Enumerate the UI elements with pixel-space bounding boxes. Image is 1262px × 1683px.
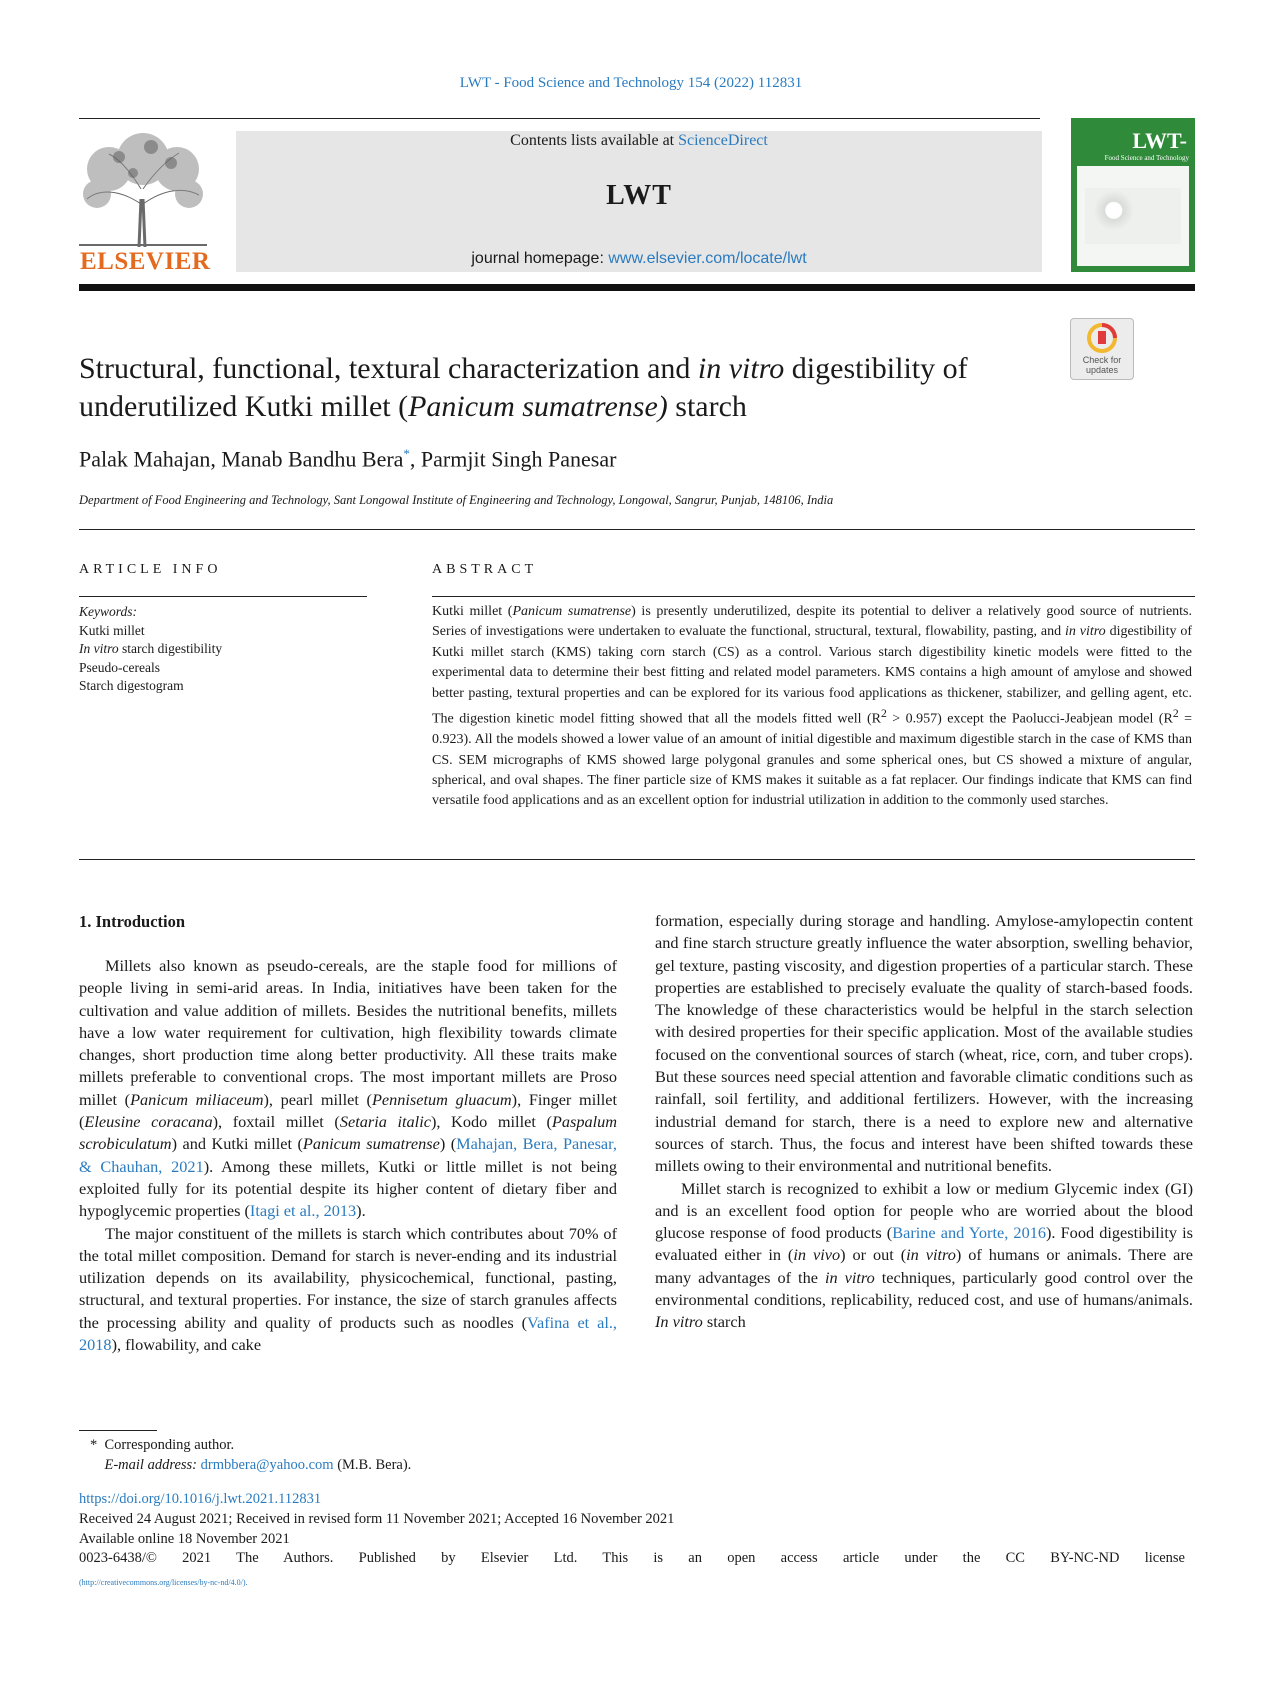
italic: Pennisetum gluacum [371,1089,512,1109]
text: ), pearl millet ( [263,1089,372,1109]
keyword-italic: In vitro [79,641,119,656]
right-column [655,910,1193,1334]
citation-link[interactable]: Itagi et al., 2013 [249,1201,357,1221]
cover-image [1085,188,1181,244]
paragraph [79,1223,617,1357]
check-for-updates-button[interactable] [1070,318,1134,380]
left-column [79,955,617,1356]
text: formation, especially during storage and handling. Amylose-amylopectin content and fine starch structure greatly influence the water absorption, swelling behavior, gel texture, pasting viscosity, and digestion properties of a particular starch. These properties are established to precisely evaluate the quality of starch-based foods. The knowledge of these characteristics would be helpful in the starch selection with desired properties for their specific application. Most of the available studies focused on the conventional sources of starch (wheat, rice, corn, and tuber crops). But these sources need special attention and favorable climatic conditions such as rainfall, soil fertility, and additional fertilizers. However, with the increasing industrial demand for starch, there is a need to explore new and alternative sources of starch. Thus, the focus and interest have been shifted towards these millets owing to their environmental and nutritional benefits. [655,911,1193,1176]
abstract-heading: ABSTRACT [432,562,538,577]
citation-link[interactable]: Barine and Yorte, 2016 [892,1223,1046,1243]
title-italic: in vitro [697,352,785,385]
text: ). [356,1201,366,1221]
check-for-updates-label: Check for updates [1082,355,1122,375]
contents-prefix: Contents lists available at [510,132,679,149]
author-name[interactable]: Parmjit Singh Panesar [420,446,617,472]
affiliation: Department of Food Engineering and Technology, Sant Longowal Institute of Engineering and Technology, Longowal, Sangrur, Punjab, 148106, India [79,493,834,507]
article-info-heading: ARTICLE INFO [79,562,222,577]
title-italic: Panicum sumatrense) [408,390,668,423]
journal-citation[interactable]: LWT - Food Science and Technology 154 (2022) 112831 [459,75,803,91]
italic: Paspalum scrobiculatum [79,1112,618,1154]
abstract-italic: in vitro [1065,624,1106,640]
abstract-part: digestibility of Kutki millet starch (KMS) taking corn starch (CS) as a control. Various starch digestibility kinetic models were fitted to the experimental data to determine their best fitting and related model parameters. KMS contains a high amount of amylose and showed better pasting, textural properties and can be explored for its various food applications as thickener, stabilizer, and gelling agent, etc. The digestion kinetic model fitting showed that all the models fitted well (R [432,624,1192,727]
citation-link[interactable]: Mahajan, Bera, Panesar, & Chauhan, 2021 [79,1134,617,1176]
rule [79,859,1195,860]
text: ), flowability, and cake [111,1335,262,1355]
article-title [79,350,1039,426]
keywords-block [79,603,222,696]
paragraph [79,955,617,1223]
text: starch [702,1312,746,1332]
copyright-line: 0023-6438/© 2021 The Authors. Published by Elsevier Ltd. This is an open access article under the CC BY-NC-ND license [79,1550,1185,1566]
cover-subtitle: Food Science and Technology [1104,154,1189,162]
keyword: Pseudo-cereals [79,659,160,675]
abstract-text [432,602,1192,812]
superscript: 2 [1172,707,1179,721]
text: ). Food digestibility is evaluated either in ( [655,1223,1193,1265]
text: ), Finger millet ( [79,1089,618,1132]
text: The major constituent of the millets is starch which contributes about 70% of the total millet composition. Demand for starch is never-ending and its industrial utilization depends on its availability, physicochemical, functional, pasting, structural, and textural properties. For instance, the size of starch granules affects the processing ability and quality of products such as noodles ( [79,1223,617,1332]
email-owner: (M.B. Bera). [333,1456,412,1473]
contents-line [236,132,1042,150]
italic: in vitro [824,1267,875,1287]
email-link[interactable]: drmbbera@yahoo.com [200,1456,334,1473]
text: ) ( [439,1134,457,1154]
text: ) of humans or animals. There are many advantages of the [655,1245,1194,1287]
abstract-italic: Panicum sumatrense [512,604,632,619]
keyword: Kutki millet [79,622,145,638]
footnote-mark: * [90,1437,98,1453]
keywords-label: Keywords: [79,604,137,619]
journal-cover[interactable] [1071,118,1195,272]
corresponding-mark[interactable]: * [403,446,410,461]
title-part: starch [667,390,747,423]
sciencedirect-link[interactable]: ScienceDirect [678,132,768,149]
doi-link[interactable]: https://doi.org/10.1016/j.lwt.2021.112831 [79,1491,322,1507]
text: ), Kodo millet ( [430,1112,552,1132]
elsevier-wordmark[interactable]: ELSEVIER [80,248,211,275]
keyword: Starch digestogram [79,678,184,693]
header-thick-rule [79,284,1195,291]
text: Millet starch is recognized to exhibit a low or medium Glycemic index (GI) and is an excellent food option for people who are worried about the blood glucose response of food products ( [655,1178,1193,1243]
author-name[interactable]: Palak Mahajan [79,446,211,472]
cover-title: LWT- [1132,128,1187,153]
paragraph [655,1178,1193,1334]
received-dates: Received 24 August 2021; Received in revised form 11 November 2021; Accepted 16 November 2021 [79,1511,675,1527]
email-label: E-mail address: [104,1456,197,1473]
author-list: Palak Mahajan, Manab Bandhu Bera*, Parmjit Singh Panesar [79,446,617,472]
cover-body [1077,166,1189,266]
abstract-part: = 0.923). All the models showed a lower value of an amount of initial digestible and maximum digestible starch in the case of KMS than CS. SEM micrographs of KMS showed large polygonal granules and some spherical ones, but CS showed a mixture of angular, spherical, and oval shapes. The finer particle size of KMS makes it suitable as a fat replacer. Our findings indicate that KMS can find versatile food applications and as an excellent option for industrial utilization in addition to the commonly used starches. [432,711,1193,809]
rule [79,529,1195,530]
title-part: Structural, functional, textural characterization and [79,352,698,385]
italic: in vitro [906,1245,956,1265]
author-name[interactable]: Manab Bandhu Bera [221,446,404,472]
rule [432,596,1195,597]
introduction-heading: 1. Introduction [79,912,186,931]
abstract-part: Kutki millet ( [432,604,513,619]
homepage-line [236,250,1042,268]
italic: in vivo [793,1245,841,1265]
title-part: digestibility of [784,352,968,385]
text: Millets also known as pseudo-cereals, are the staple food for millions of people living in semi-arid areas. In India, initiatives have been taken for the cultivation and value addition of millets. Besides the nutritional benefits, millets have a low water requirement for cultivation, high flexibility towards climate changes, short production time along better productivity. All these traits make millets preferable to conventional crops. The most important millets are Proso millet ( [79,956,617,1109]
italic: Setaria italic [339,1112,431,1132]
italic: Panicum miliaceum [130,1089,264,1109]
italic: Panicum sumatrense [302,1134,440,1154]
italic: In vitro [655,1312,703,1332]
title-part: underutilized Kutki millet ( [79,390,409,423]
abstract-part: ) is presently underutilized, despite its potential to deliver a relatively good source of nutrients. Series of investigations were undertaken to evaluate the functional, structural, textural, flowability, pasting, and [432,604,1193,640]
homepage-prefix: journal homepage: [471,250,609,267]
journal-title: LWT [606,180,672,211]
text: ). Among these millets, Kutki or little millet is not being exploited fully for its potential despite its higher content of dietary fiber and hypoglycemic properties ( [79,1156,618,1221]
homepage-link[interactable]: www.elsevier.com/locate/lwt [608,250,807,267]
citation-link[interactable]: Vafina et al., 2018 [79,1312,617,1355]
rule [79,596,367,597]
superscript: 2 [880,707,887,721]
footnote-text: Corresponding author. [104,1437,235,1453]
text: ) and Kutki millet ( [171,1134,303,1154]
header-rule [79,118,1040,119]
bookmark-icon [1087,323,1117,353]
footnote-rule [79,1430,157,1431]
license-link[interactable]: (http://creativecommons.org/licenses/by-nc-nd/4.0/). [79,1578,248,1587]
available-online: Available online 18 November 2021 [79,1531,290,1547]
text: ) or out ( [840,1245,907,1265]
text: ), foxtail millet ( [212,1112,340,1132]
keyword: starch digestibility [118,641,223,656]
corresponding-footnote [90,1436,411,1475]
italic: Eleusine coracana [84,1112,213,1132]
abstract-part: > 0.957) except the Paolucci-Jeabjean model (R [886,711,1173,727]
paragraph [655,910,1193,1178]
text: techniques, particularly good control over the environmental conditions, replicability, reduced cost, and use of humans/animals. [655,1267,1193,1310]
